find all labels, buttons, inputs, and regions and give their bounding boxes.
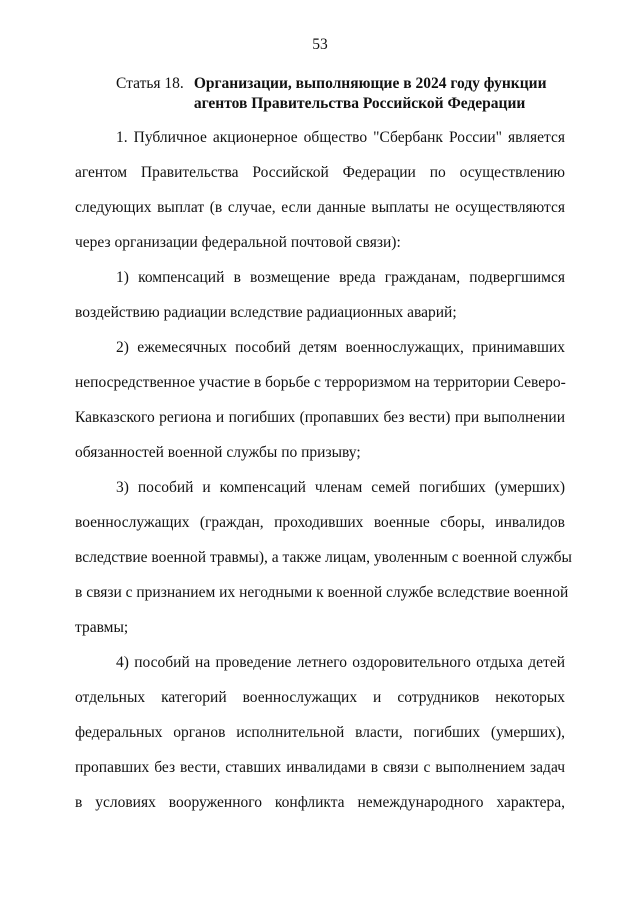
item-4-line: отдельных категорий военнослужащих и сотрудников некоторых: [75, 689, 565, 706]
paragraph-1-line: следующих выплат (в случае, если данные выплаты не осуществляются: [75, 199, 565, 216]
item-1-line: воздействию радиации вследствие радиационных аварий;: [75, 304, 457, 321]
item-3-line: 3) пособий и компенсаций членам семей погибших (умерших): [116, 479, 565, 496]
item-2-line: Кавказского региона и погибших (пропавших без вести) при выполнении: [75, 409, 565, 426]
item-3-line: военнослужащих (граждан, проходивших военные сборы, инвалидов: [75, 514, 565, 531]
item-2-line: непосредственное участие в борьбе с терроризмом на территории Северо-: [75, 374, 566, 391]
item-3-line: в связи с признанием их негодными к военной службе вследствие военной: [75, 584, 569, 601]
article-title: [194, 74, 547, 114]
paragraph-1-line: через организации федеральной почтовой связи):: [75, 234, 401, 251]
item-1-line: 1) компенсаций в возмещение вреда гражданам, подвергшимся: [116, 269, 565, 286]
item-2-line: обязанностей военной службы по призыву;: [75, 444, 361, 461]
page-number: 53: [312, 36, 328, 53]
article-header: [116, 74, 576, 114]
item-4-line: в условиях вооруженного конфликта немеждународного характера,: [75, 794, 565, 811]
item-4-line: федеральных органов исполнительной власти, погибших (умерших),: [75, 724, 565, 741]
article-label: Статья 18.: [116, 75, 184, 92]
item-4-line: 4) пособий на проведение летнего оздоровительного отдыха детей: [116, 654, 565, 671]
item-3-line: травмы;: [75, 619, 129, 636]
article-title-line: Организации, выполняющие в 2024 году функции: [193, 75, 547, 92]
paragraph-1-line: агентом Правительства Российской Федерации по осуществлению: [75, 164, 565, 181]
article-body: [75, 120, 572, 820]
item-3-line: вследствие военной травмы), а также лицам, уволенным с военной службы: [75, 549, 572, 566]
item-4-line: пропавших без вести, ставших инвалидами в связи с выполнением задач: [75, 759, 565, 776]
article-title-line: агентов Правительства Российской Федерации: [193, 95, 526, 112]
item-2-line: 2) ежемесячных пособий детям военнослужащих, принимавших: [116, 339, 565, 356]
paragraph-1-line: 1. Публичное акционерное общество "Сбербанк России" является: [116, 129, 565, 146]
